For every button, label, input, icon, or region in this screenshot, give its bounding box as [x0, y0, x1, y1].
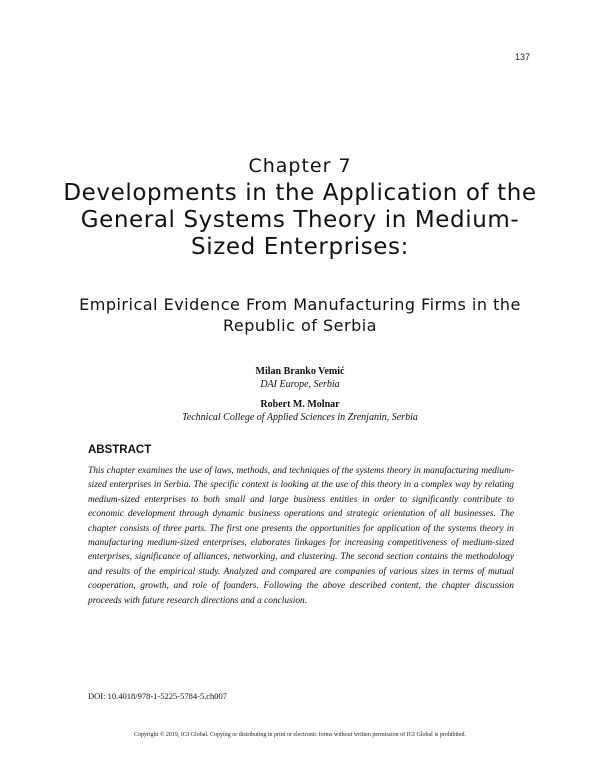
chapter-subtitle: Empirical Evidence From Manufacturing Firms in the Republic of Serbia: [79, 295, 521, 335]
copyright-notice: Copyright © 2019, IGI Global. Copying or distributing in print or electronic forms without written permission of IGI Global is prohibited.: [133, 732, 466, 738]
doi-link[interactable]: DOI: 10.4018/978-1-5225-5784-5.ch007: [88, 691, 228, 701]
chapter-title: Developments in the Application of the General Systems Theory in Medium-Sized Enterprises:: [63, 180, 537, 260]
author-affiliation: Technical College of Applied Sciences in Zrenjanin, Serbia: [182, 412, 418, 423]
chapter-label: Chapter 7: [248, 155, 352, 177]
author-2: [0, 398, 600, 424]
author-name: Robert M. Molnar: [260, 399, 340, 410]
page-number: 137: [514, 52, 530, 62]
abstract-text: This chapter examines the use of laws, methods, and techniques of the systems theory in manufacturing medium-sized enterprises in Serbia. The specific context is looking at the use of this theory in a complex way by relating medium-sized enterprises to both small and large business entities in order to significantly contribute to economic development through dynamic business operations and strategic orientation of all businesses. The chapter consists of three parts. The first one presents the opportunities for application of the systems theory in manufacturing medium-sized enterprises, elaborates linkages for increasing competitiveness of medium-sized enterprises, significance of alliances, networking, and clustering. The second section contains the methodology and results of the empirical study. Analyzed and compared are companies of various sizes in terms of mutual cooperation, growth, and role of founders. Following the above described content, the chapter discussion proceeds with future research directions and a conclusion.: [88, 466, 514, 606]
author-1: [0, 365, 600, 391]
author-affiliation: DAI Europe, Serbia: [260, 379, 340, 390]
author-name: Milan Branko Vemić: [255, 366, 345, 377]
abstract-heading: ABSTRACT: [88, 444, 152, 456]
